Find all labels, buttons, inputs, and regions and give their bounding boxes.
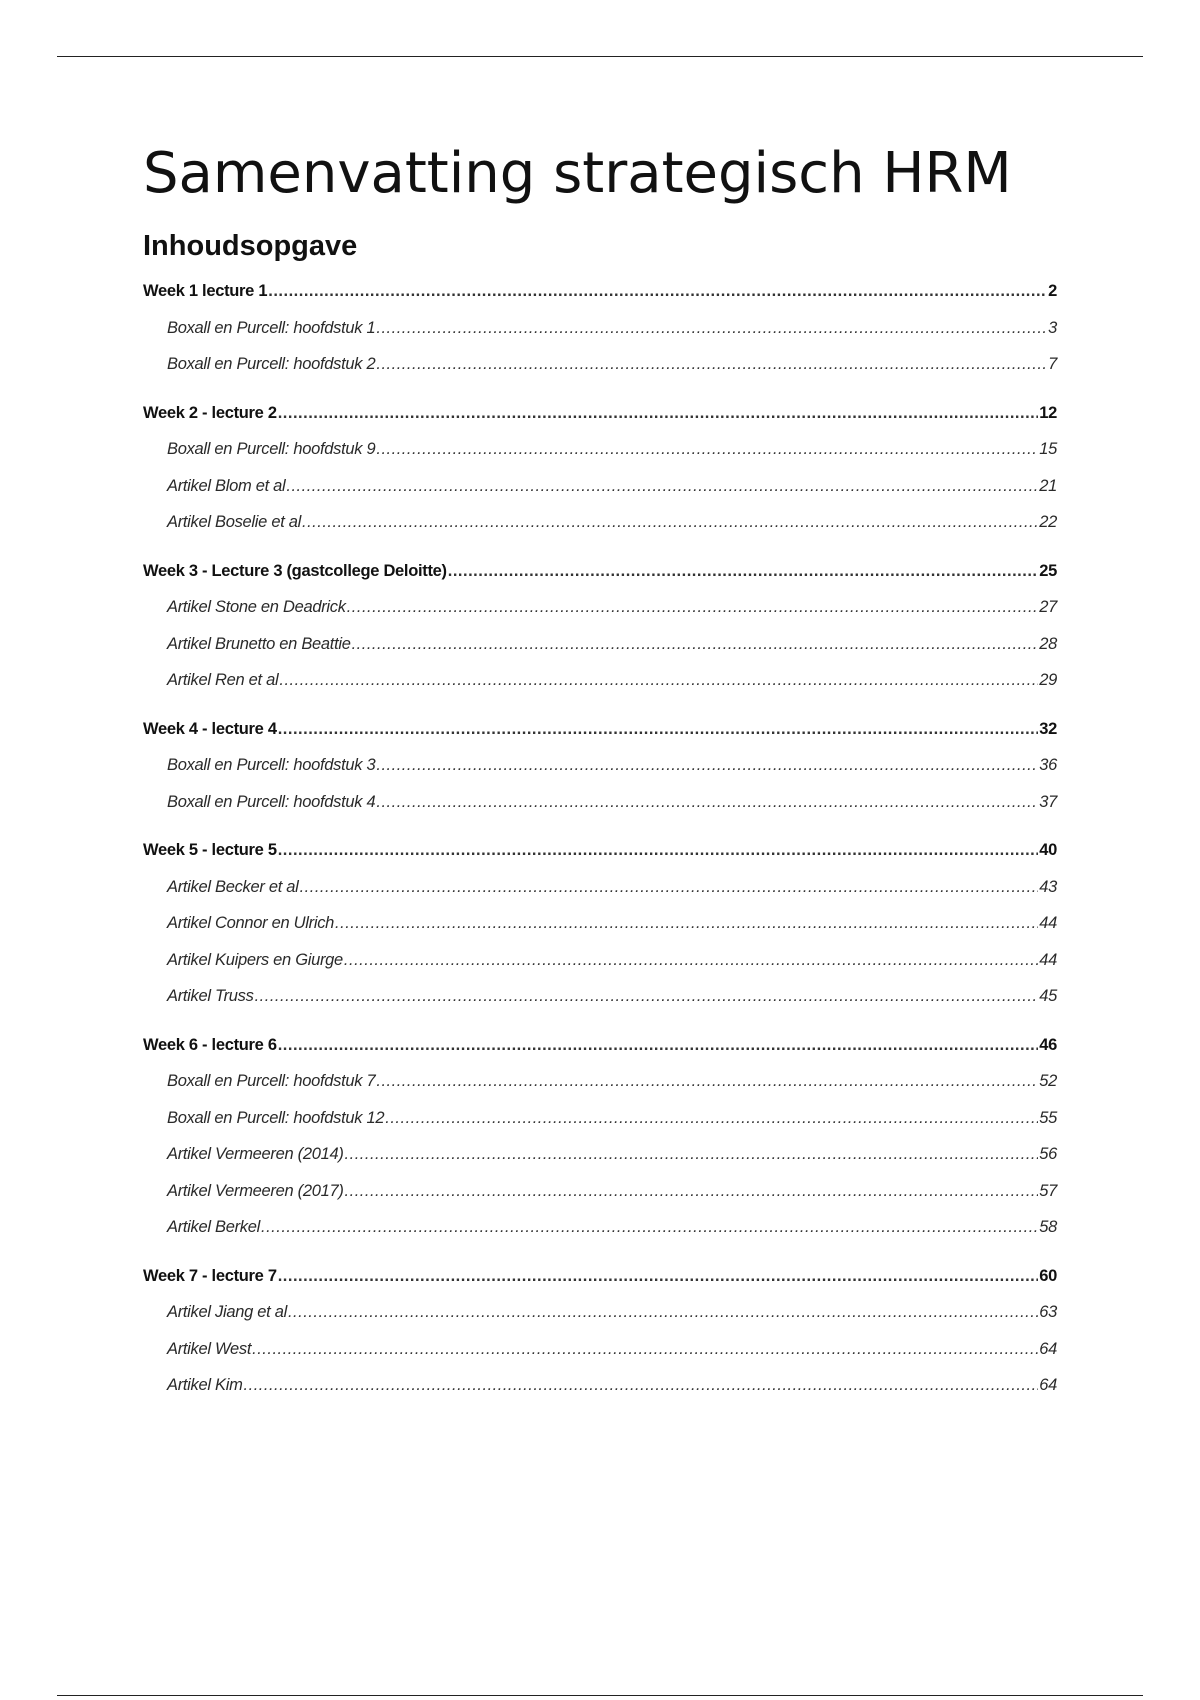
toc-entry-subitem[interactable] <box>143 1218 1057 1255</box>
toc-entry-label: Artikel Truss <box>167 987 254 1005</box>
toc-page-number: 45 <box>1039 987 1057 1005</box>
dot-leader <box>335 914 1038 933</box>
dot-leader <box>352 635 1039 654</box>
toc-entry-label: Artikel Connor en Ulrich <box>167 914 335 932</box>
toc-entry-week[interactable] <box>143 720 1057 757</box>
toc-page-number: 22 <box>1039 513 1057 531</box>
toc-page-number: 32 <box>1039 719 1057 738</box>
toc-page-number: 46 <box>1039 1035 1057 1054</box>
toc-entry-label: Artikel Kim <box>167 1376 243 1394</box>
toc-page-number: 3 <box>1048 318 1057 337</box>
toc-page-number: 55 <box>1039 1108 1057 1127</box>
footer-rule <box>57 1695 1143 1696</box>
toc-entry-label: Artikel Berkel <box>167 1218 260 1236</box>
toc-entry-subitem[interactable] <box>143 878 1057 915</box>
toc-entry-label: Boxall en Purcell: hoofdstuk 1 <box>167 318 376 337</box>
dot-leader <box>278 720 1039 739</box>
toc-page-number: 58 <box>1039 1218 1057 1236</box>
toc-entry-subitem[interactable] <box>143 440 1057 477</box>
toc-section <box>143 1267 1057 1413</box>
toc-section <box>143 562 1057 708</box>
document-title: Samenvatting strategisch HRM <box>143 141 1012 206</box>
dot-leader <box>279 671 1038 690</box>
dot-leader <box>345 1145 1039 1164</box>
dot-leader <box>376 355 1047 374</box>
toc-entry-subitem[interactable] <box>143 355 1057 392</box>
toc-entry-subitem[interactable] <box>143 1182 1057 1219</box>
toc-entry-label: Week 3 - Lecture 3 (gastcollege Deloitte) <box>143 561 447 580</box>
dot-leader <box>376 756 1038 775</box>
toc-page-number: 28 <box>1039 634 1057 653</box>
toc-entry-subitem[interactable] <box>143 635 1057 672</box>
toc-entry-subitem[interactable] <box>143 1109 1057 1146</box>
dot-leader <box>255 987 1039 1006</box>
toc-entry-label: Artikel Vermeeren (2014) <box>167 1145 344 1163</box>
toc-entry-subitem[interactable] <box>143 1303 1057 1340</box>
toc-entry-subitem[interactable] <box>143 756 1057 793</box>
toc-entry-label: Artikel Becker et al <box>167 877 299 896</box>
toc-entry-subitem[interactable] <box>143 319 1057 356</box>
toc-entry-label: Week 7 - lecture 7 <box>143 1266 277 1285</box>
toc-entry-label: Artikel Ren et al <box>167 671 279 689</box>
dot-leader <box>347 598 1039 617</box>
dot-leader <box>261 1218 1038 1237</box>
dot-leader <box>448 562 1038 581</box>
toc-page-number: 44 <box>1039 914 1057 932</box>
toc-entry-subitem[interactable] <box>143 598 1057 635</box>
dot-leader <box>344 951 1038 970</box>
toc-entry-label: Week 5 - lecture 5 <box>143 841 277 859</box>
toc-entry-label: Artikel Stone en Deadrick <box>167 598 346 616</box>
dot-leader <box>385 1109 1038 1128</box>
toc-page-number: 2 <box>1048 282 1057 300</box>
toc-entry-subitem[interactable] <box>143 914 1057 951</box>
toc-entry-week[interactable] <box>143 1036 1057 1073</box>
toc-page-number: 36 <box>1039 756 1057 774</box>
dot-leader <box>252 1340 1038 1359</box>
dot-leader <box>278 841 1039 860</box>
toc-section <box>143 720 1057 830</box>
toc-entry-label: Boxall en Purcell: hoofdstuk 3 <box>167 756 376 774</box>
toc-page-number: 64 <box>1039 1376 1057 1394</box>
toc-entry-week[interactable] <box>143 1267 1057 1304</box>
toc-entry-week[interactable] <box>143 562 1057 599</box>
toc-entry-label: Artikel Brunetto en Beattie <box>167 634 351 653</box>
toc-page-number: 21 <box>1039 476 1057 495</box>
toc-page-number: 40 <box>1039 841 1057 859</box>
toc-entry-label: Week 2 - lecture 2 <box>143 403 277 422</box>
toc-page-number: 25 <box>1039 561 1057 580</box>
dot-leader <box>376 440 1038 459</box>
header-rule <box>57 56 1143 57</box>
toc-entry-label: Week 4 - lecture 4 <box>143 719 277 738</box>
toc-section <box>143 841 1057 1024</box>
dot-leader <box>286 477 1038 496</box>
toc-entry-label: Boxall en Purcell: hoofdstuk 9 <box>167 440 376 458</box>
dot-leader <box>244 1376 1039 1395</box>
table-of-contents <box>143 282 1057 1413</box>
toc-page-number: 60 <box>1039 1266 1057 1285</box>
toc-entry-week[interactable] <box>143 841 1057 878</box>
toc-entry-subitem[interactable] <box>143 513 1057 550</box>
toc-entry-label: Boxall en Purcell: hoofdstuk 7 <box>167 1072 376 1090</box>
dot-leader <box>268 282 1047 301</box>
toc-section <box>143 404 1057 550</box>
toc-entry-label: Artikel Kuipers en Giurge <box>167 950 343 969</box>
dot-leader <box>302 513 1038 532</box>
toc-section <box>143 1036 1057 1255</box>
toc-entry-subitem[interactable] <box>143 1376 1057 1413</box>
toc-entry-subitem[interactable] <box>143 987 1057 1024</box>
toc-entry-label: Artikel Jiang et al <box>167 1303 287 1321</box>
toc-entry-label: Boxall en Purcell: hoofdstuk 4 <box>167 792 376 811</box>
toc-page-number: 64 <box>1039 1339 1057 1358</box>
toc-page-number: 44 <box>1039 950 1057 969</box>
toc-entry-label: Artikel Blom et al <box>167 476 286 495</box>
dot-leader <box>278 1036 1039 1055</box>
toc-page-number: 56 <box>1039 1145 1057 1163</box>
toc-page-number: 43 <box>1039 877 1057 896</box>
toc-entry-subitem[interactable] <box>143 793 1057 830</box>
toc-section <box>143 282 1057 392</box>
toc-entry-label: Artikel Vermeeren (2017) <box>167 1181 344 1200</box>
toc-entry-subitem[interactable] <box>143 1072 1057 1109</box>
dot-leader <box>300 878 1039 897</box>
toc-entry-week[interactable] <box>143 404 1057 441</box>
toc-page-number: 7 <box>1048 355 1057 373</box>
toc-page-number: 37 <box>1039 792 1057 811</box>
toc-entry-subitem[interactable] <box>143 671 1057 708</box>
toc-entry-label: Boxall en Purcell: hoofdstuk 12 <box>167 1108 385 1127</box>
toc-page-number: 57 <box>1039 1181 1057 1200</box>
toc-heading: Inhoudsopgave <box>143 230 358 262</box>
toc-entry-label: Artikel West <box>167 1339 252 1358</box>
dot-leader <box>376 319 1047 338</box>
toc-page-number: 52 <box>1039 1072 1057 1090</box>
toc-entry-subitem[interactable] <box>143 951 1057 988</box>
toc-entry-subitem[interactable] <box>143 477 1057 514</box>
dot-leader <box>278 404 1039 423</box>
toc-page-number: 15 <box>1039 440 1057 458</box>
dot-leader <box>376 1072 1038 1091</box>
toc-page-number: 12 <box>1039 403 1057 422</box>
toc-entry-label: Week 6 - lecture 6 <box>143 1035 277 1054</box>
toc-entry-week[interactable] <box>143 282 1057 319</box>
toc-page-number: 29 <box>1039 671 1057 689</box>
toc-page-number: 27 <box>1039 598 1057 616</box>
toc-entry-subitem[interactable] <box>143 1340 1057 1377</box>
toc-entry-label: Artikel Boselie et al <box>167 513 302 531</box>
page-content <box>143 138 1057 1413</box>
dot-leader <box>278 1267 1039 1286</box>
dot-leader <box>345 1182 1039 1201</box>
dot-leader <box>376 793 1038 812</box>
dot-leader <box>288 1303 1038 1322</box>
toc-entry-label: Boxall en Purcell: hoofdstuk 2 <box>167 355 376 373</box>
toc-page-number: 63 <box>1039 1303 1057 1321</box>
toc-entry-subitem[interactable] <box>143 1145 1057 1182</box>
toc-entry-label: Week 1 lecture 1 <box>143 282 268 300</box>
